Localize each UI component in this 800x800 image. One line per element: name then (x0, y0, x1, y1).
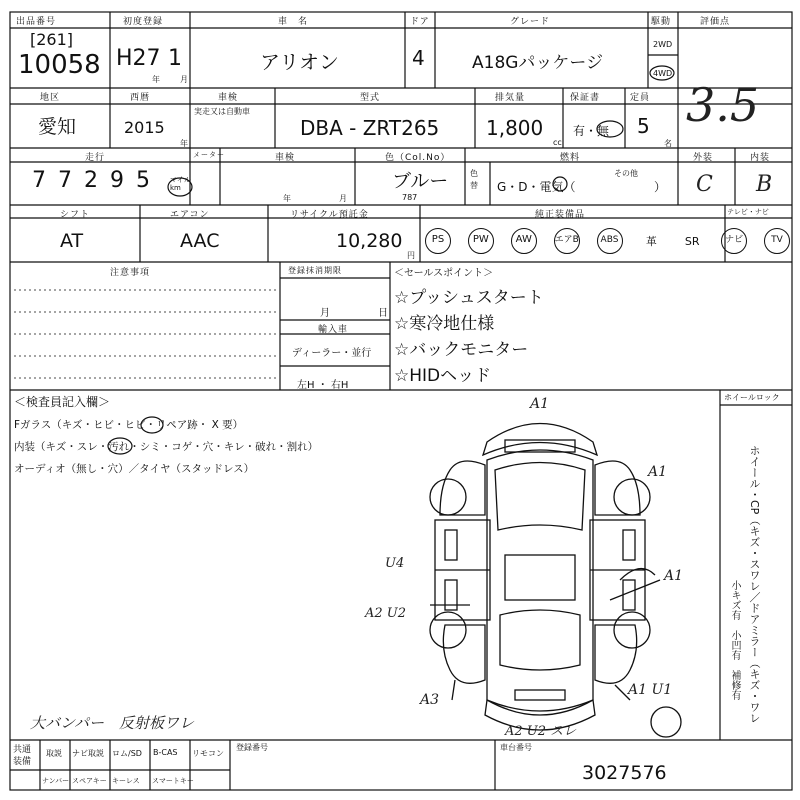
score-value: 3.5 (686, 78, 760, 132)
first-reg-month: 1 (168, 46, 182, 71)
region-value: 愛知 (38, 116, 77, 138)
grade-label: グレード (510, 17, 551, 27)
lot-number-label: 出品番号 (16, 17, 57, 27)
model-type-value: DBA - ZRT265 (300, 116, 440, 140)
mark-top: A1 (530, 396, 550, 412)
west-year-label: 西暦 (130, 93, 151, 103)
footer-item-bcas: B-CAS (153, 748, 178, 757)
mileage-digit: 2 (84, 168, 110, 193)
mark-left-rear: A2 U2 (365, 606, 407, 621)
inspection-audio-line: オーディオ（無し・穴）／タイヤ（スタッドレス） (14, 463, 255, 475)
inspection-label: 車検 (218, 93, 239, 103)
mileage-label: 走行 (85, 153, 106, 163)
period-month-unit: 月 (339, 194, 347, 203)
footer-item-spare-key: スペアキー (72, 777, 107, 785)
drive-label: 駆動 (651, 17, 672, 27)
wheel-lock-label: ホイールロック (724, 393, 780, 402)
footer-item-navi-manual: ナビ取説 (72, 749, 104, 758)
registration-day: 日 (378, 308, 388, 319)
sales-point-1: ☆プッシュスタート (394, 288, 544, 308)
fuel-label: 燃料 (560, 153, 581, 163)
mark-right-rear: A1 U1 (628, 682, 673, 698)
ac-label: エアコン (170, 210, 210, 220)
handwritten-note: 大バンパー 反射板ワレ (30, 714, 194, 732)
import-label: 輸入車 (318, 325, 349, 335)
mileage-unit: マイル km (170, 176, 191, 192)
mileage-digit: 9 (110, 168, 136, 193)
repaint-label: 色替 (470, 169, 478, 190)
yen-unit: 円 (407, 251, 415, 260)
shift-value: AT (60, 230, 84, 252)
ac-value: AAC (180, 230, 220, 252)
sales-points-label: ＜セールスポイント＞ (394, 268, 494, 279)
option-leather: 革 (645, 235, 657, 248)
sales-point-4: ☆HIDヘッド (394, 366, 492, 386)
recycle-fee-value: 10,280 (336, 230, 403, 252)
displacement-value: 1,800 (486, 116, 544, 140)
warranty-label: 保証書 (570, 93, 601, 103)
footer-item-smart-key: スマートキー (152, 777, 194, 785)
mileage-digit: 7 (58, 168, 84, 193)
drive-2wd: 2WD (653, 40, 673, 49)
footer-item-keyless: キーレス (112, 777, 140, 785)
footer-item-manual: 取説 (46, 749, 62, 758)
cc-unit: cc (553, 138, 562, 147)
footer-item-remote: リモコン (192, 749, 224, 758)
mark-left-bottom: A3 (420, 692, 440, 708)
inspection-sub: 実走又は自動車 (194, 107, 250, 116)
mark-rear: A2 U2 スレ (505, 724, 577, 739)
option-navi: ナビ (721, 228, 747, 254)
recycle-label: リサイクル預託金 (290, 210, 369, 220)
interior-label: 内装 (750, 153, 771, 163)
mileage-value (32, 168, 162, 193)
warranty-value: 有・無 (573, 124, 610, 138)
options-list (425, 228, 790, 254)
capacity-unit: 名 (664, 139, 672, 148)
registration-number-label: 登録番号 (236, 743, 268, 752)
option-tv: TV (764, 228, 790, 254)
year-unit: 年 (152, 75, 160, 84)
period-year-unit: 年 (283, 194, 291, 203)
shift-label: シフト (60, 210, 91, 220)
model-name: アリオン (260, 50, 339, 74)
door-label: ドア (410, 17, 430, 27)
lot-code: [261] (30, 30, 74, 49)
region-label: 地区 (40, 93, 61, 103)
displacement-label: 排気量 (495, 93, 526, 103)
first-reg-era-year: H27 (116, 46, 161, 71)
capacity-value: 5 (637, 114, 650, 138)
frame-number-value: 3027576 (582, 762, 667, 784)
mark-right-door: A1 (664, 568, 684, 584)
exterior-grade: C (696, 172, 713, 197)
steering-label: 左H ・ 右H (297, 380, 349, 391)
mark-right-front: A1 (648, 464, 668, 480)
capacity-label: 定員 (630, 93, 651, 103)
tv-label: テレビ・ナビ (727, 208, 769, 216)
meter-label: メーター (193, 151, 225, 159)
color-number: 787 (402, 193, 418, 202)
fuel-value: G・D・電気（ (497, 180, 576, 194)
color-label: 色（Col.No） (385, 153, 451, 163)
first-reg-label: 初度登録 (123, 17, 164, 27)
option-abs: ABS (597, 228, 623, 254)
score-label: 評価点 (700, 17, 731, 27)
model-type-label: 型式 (360, 93, 381, 103)
color-value: ブルー (392, 170, 449, 192)
model-name-label: 車 名 (278, 17, 309, 27)
drive-4wd: 4WD (653, 69, 673, 78)
lot-number: 10058 (18, 50, 101, 80)
option-pw: PW (468, 228, 494, 254)
inspection-title: ＜検査員記入欄＞ (14, 395, 111, 409)
side-sub-label: 小キズ有 小凹有 補修有 (729, 580, 740, 700)
frame-number-label: 車台番号 (500, 743, 532, 752)
door-count: 4 (412, 46, 425, 70)
west-year-value: 2015 (124, 118, 165, 137)
option-aw: AW (511, 228, 537, 254)
registration-month: 月 (320, 308, 330, 319)
option-airbag: エアB (554, 228, 580, 254)
month-unit: 月 (180, 75, 188, 84)
footer-item-rom-sd: ロム/SD (112, 749, 142, 758)
dealer-label: ディーラー・並行 (292, 348, 372, 359)
footer-item-number: ナンバー (42, 777, 70, 785)
inspection-glass-line: Fガラス（キズ・ヒビ・ヒビ・リペア跡・ X 要） (14, 419, 244, 431)
mark-left-front: U4 (385, 556, 405, 571)
sales-point-3: ☆バックモニター (394, 340, 529, 360)
registration-label: 登録抹消期限 (288, 266, 342, 275)
options-label: 純正装備品 (535, 210, 586, 220)
interior-grade: B (756, 172, 773, 197)
option-ps: PS (425, 228, 451, 254)
inspection-period-label: 車検 (275, 153, 296, 163)
inspection-interior-line: 内装（キズ・スレ・汚れ・シミ・コゲ・穴・キレ・破れ・割れ） (14, 441, 319, 453)
west-year-unit: 年 (180, 139, 188, 148)
fuel-close: ） (654, 180, 667, 194)
mileage-digit: 7 (32, 168, 58, 193)
fuel-other-label: その他 (614, 169, 638, 178)
side-label: ホイール・CP（キズ・スワレ／ドアミラー（キズ・ワレ (748, 445, 761, 724)
sales-point-2: ☆寒冷地仕様 (394, 314, 495, 334)
common-equipment-label: 共通装備 (13, 745, 32, 767)
mileage-digit: 5 (136, 168, 162, 193)
exterior-label: 外装 (693, 153, 714, 163)
notes-label: 注意事項 (110, 268, 151, 278)
grade-value: A18Gパッケージ (472, 53, 604, 73)
option-sunroof: SR (684, 234, 700, 248)
